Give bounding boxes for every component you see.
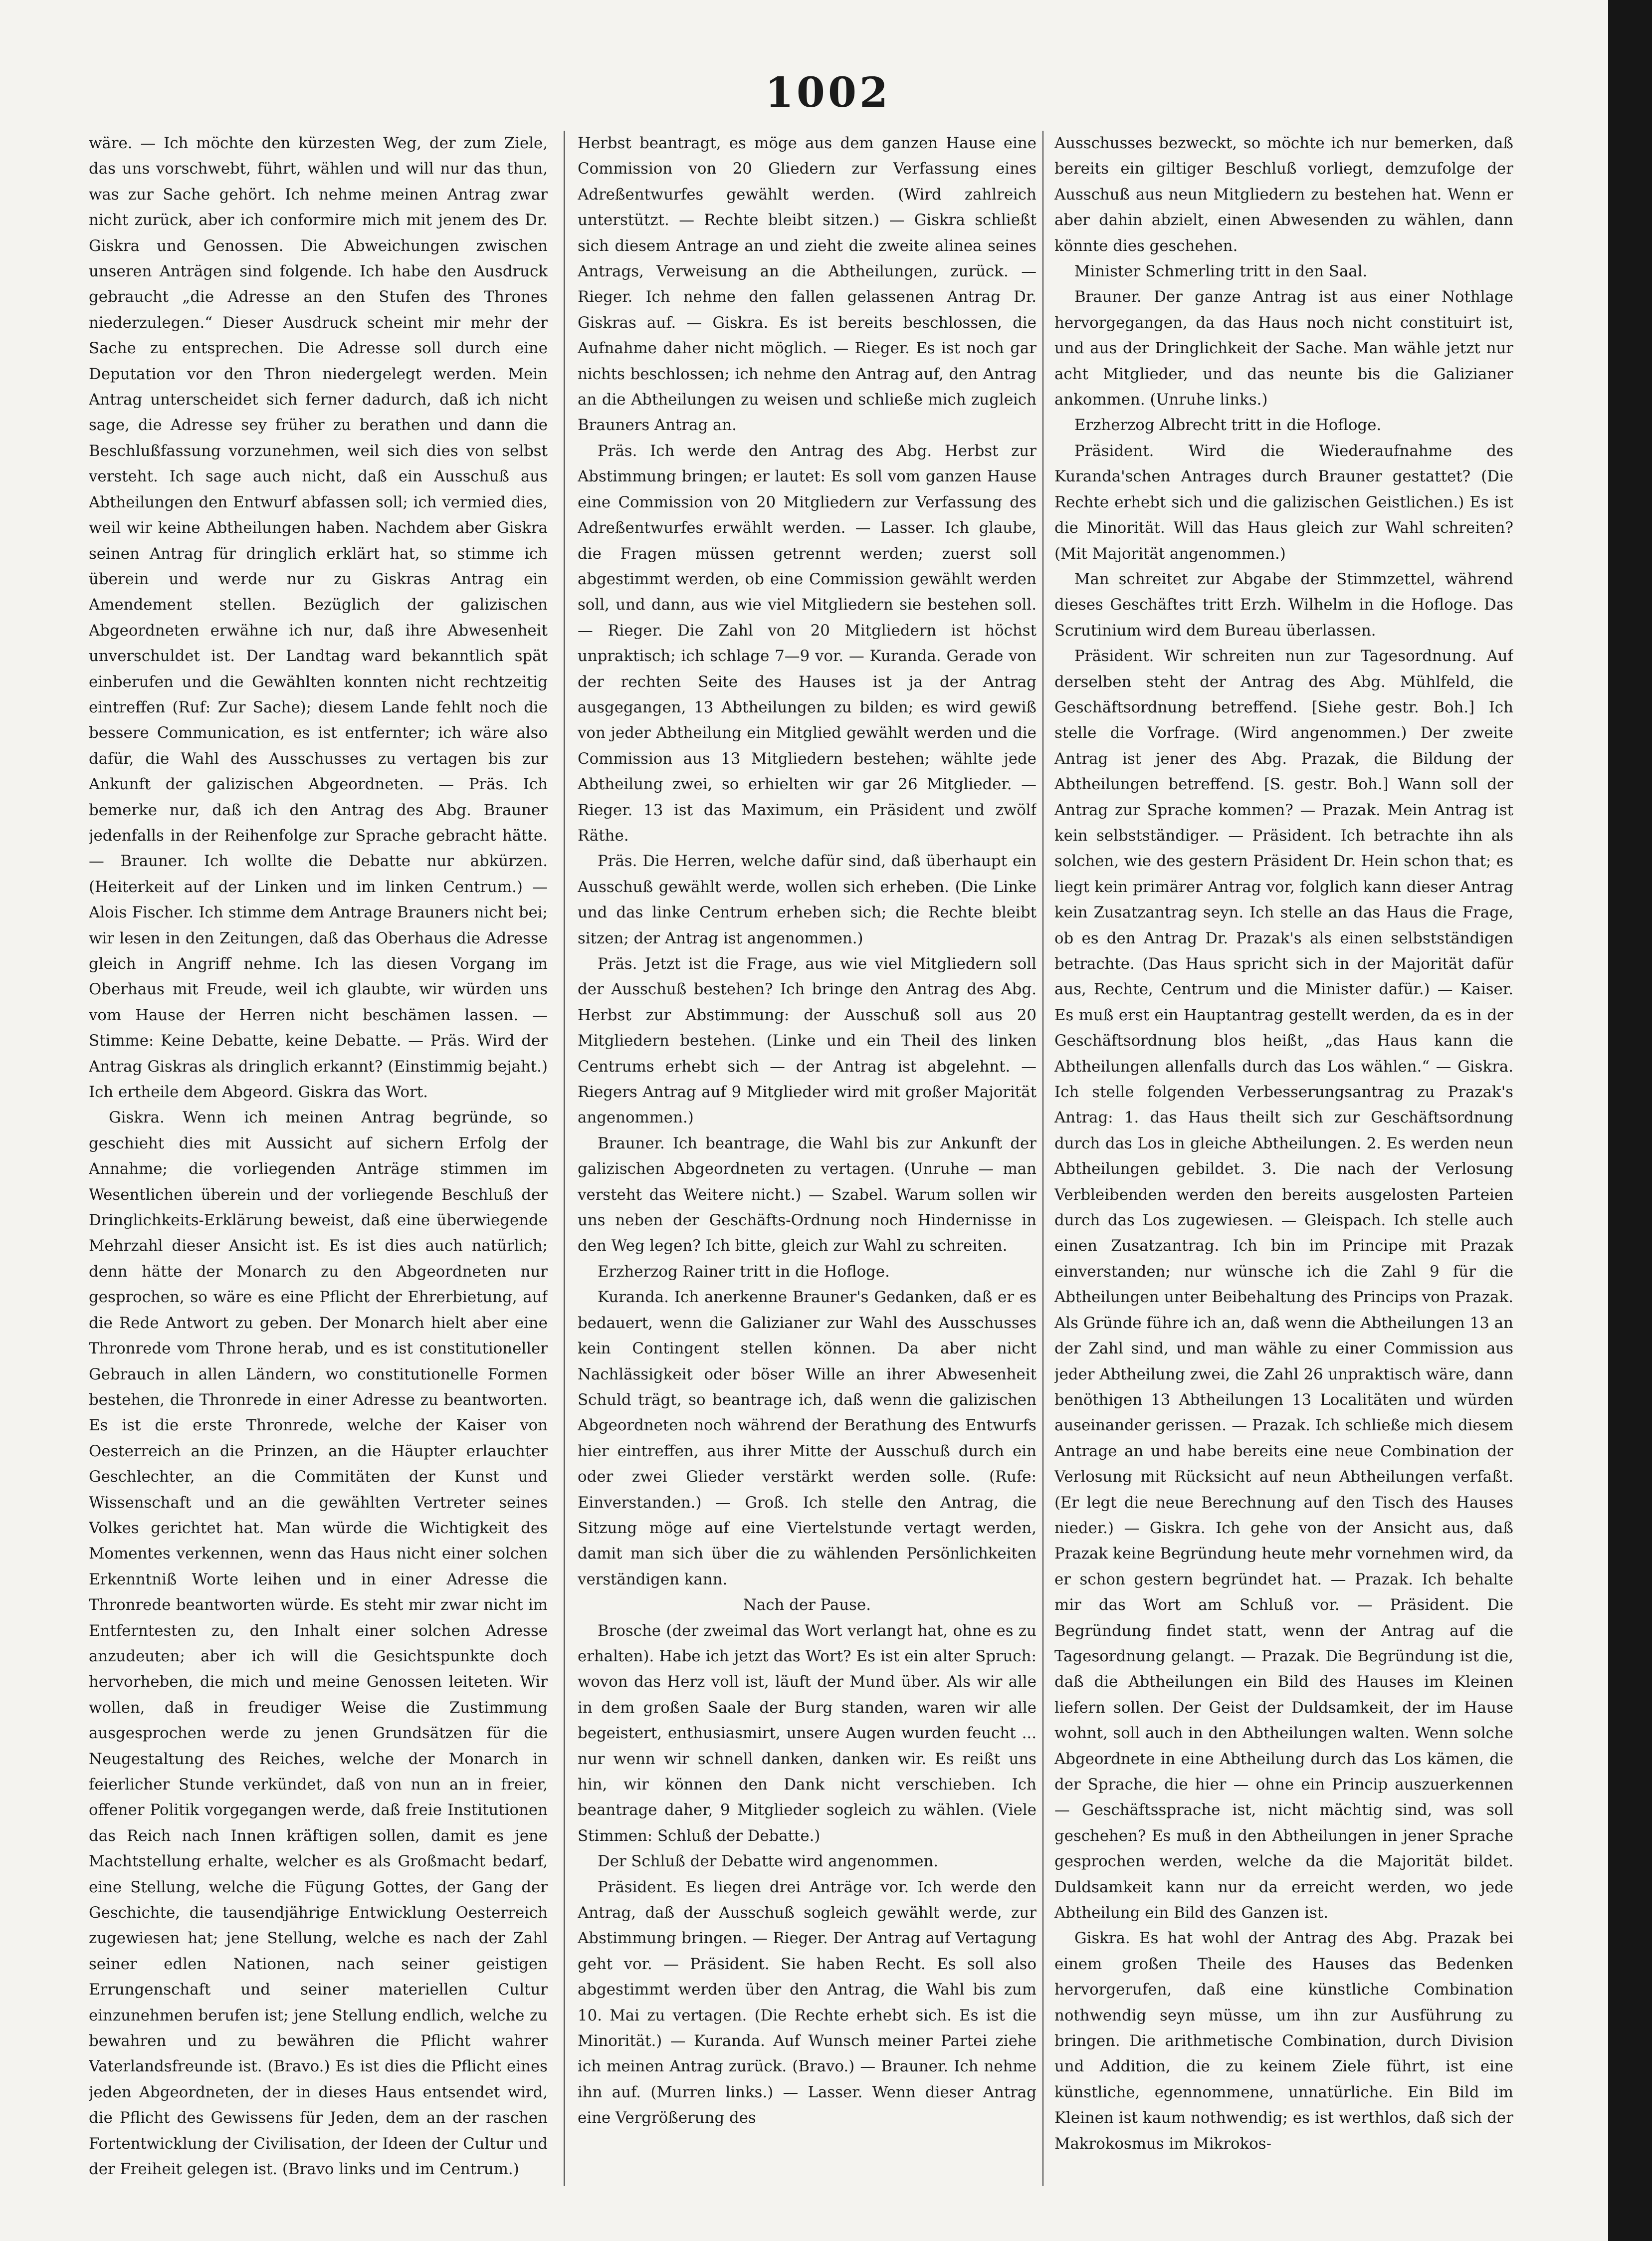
paragraph: wäre. — Ich möchte den kürzesten Weg, der zum Ziele, das uns vorschwebt, führt, wählen und will nur das thun, was zur Sache gehört. Ich nehme meinen Antrag zwar nicht zurück, aber ich conformire mich mit jenem des Dr. Giskra und Genossen. Die Abweichungen zwischen unseren Anträgen sind folgende. Ich habe den Ausdruck gebraucht „die Adresse an den Stufen des Thrones niederzulegen.“ Dieser Ausdruck scheint mir mehr der Sache zu entsprechen. Die Adresse soll durch eine Deputation vor den Thron niedergelegt werden. Mein Antrag unterscheidet sich ferner dadurch, daß ich nicht sage, die Adresse sey früher zu berathen und dann die Beschlußfassung vorzunehmen, weil sich dies von selbst versteht. Ich sage auch nicht, daß ein Ausschuß aus Abtheilungen den Entwurf abfassen soll; ich vermied dies, weil wir keine Abtheilungen haben. Nachdem aber Giskra seinen Antrag für dringlich erklärt hat, so stimme ich überein und werde nur zu Giskras Antrag ein Amendement stellen. Bezüglich der galizischen Abgeordneten erwähne ich nur, daß ihre Abwesenheit unverschuldet ist. Der Landtag ward bekanntlich spät einberufen und die Gewählten konnten nicht rechtzeitig eintreffen (Ruf: Zur Sache); diesem Lande fehlt noch die bessere Communication, es ist entfernter; ich wäre also dafür, die Wahl des Ausschusses zu vertagen bis zur Ankunft der galizischen Abgeordneten. — Präs. Ich bemerke nur, daß ich den Antrag des Abg. Brauner jedenfalls in der Reihenfolge zur Sprache gebracht hätte. — Brauner. Ich wollte die Debatte nur abkürzen. (Heiterkeit auf der Linken und im linken Centrum.) — Alois Fischer. Ich stimme dem Antrage Brauners nicht bei; wir lesen in den Zeitungen, daß das Oberhaus die Adresse gleich in Angriff nehme. Ich las diesen Vorgang im Oberhaus mit Freude, weil ich glaubte, wir würden uns vom Hause der Herren nicht beschämen lassen. — Stimme: Keine Debatte, keine Debatte. — Präs. Wird der Antrag Giskras als dringlich erkannt? (Einstimmig bejaht.) Ich ertheile dem Abgeord. Giskra das Wort. xyxy=(89,134,548,1102)
stage-direction: Erzherzog Albrecht tritt in die Hofloge. xyxy=(1074,416,1382,435)
paragraph: Präs. Ich werde den Antrag des Abg. Herbst zur Abstimmung bringen; er lautet: Es soll vom ganzen Hause eine Commission von 20 Mitgliedern zur Verfassung des Adreßentwurfes erwählt werden. — Lasser. Ich glaube, die Fragen müssen getrennt werden; zuerst soll abgestimmt werden, ob eine Commission gewählt werden soll, und dann, aus wie viel Mitgliedern sie bestehen soll. — Rieger. Die Zahl von 20 Mitgliedern ist höchst unpraktisch; ich schlage 7—9 vor. — Kuranda. Gerade von der rechten Seite des Hauses ist ja der Antrag ausgegangen, 13 Abtheilungen zu bilden; es wird gewiß von jeder Abtheilung ein Mitglied gewählt werden und die Commission aus 13 Mitgliedern bestehen; wählte jede Abtheilung zwei, so erhielten wir gar 26 Mitglieder. — Rieger. 13 ist das Maximum, ein Präsident und zwölf Räthe. xyxy=(578,442,1036,845)
scan-dark-edge xyxy=(1608,0,1652,2241)
paragraph: Brosche (der zweimal das Wort verlangt hat, ohne es zu erhalten). Habe ich jetzt das Wort? Es ist ein alter Spruch: wovon das Herz voll ist, läuft der Mund über. Als wir alle in dem großen Saale der Burg standen, waren wir alle begeistert, enthusiasmirt, unsere Augen wurden feucht ... nur wenn wir schnell danken, danken wir. Es reißt uns hin, wir können den Dank nicht verschieben. Ich beantrage daher, 9 Mitglieder sogleich zu wählen. (Viele Stimmen: Schluß der Debatte.) xyxy=(578,1621,1036,1845)
paragraph: Kuranda. Ich anerkenne Brauner's Gedanken, daß er es bedauert, wenn die Galizianer zur Wahl des Ausschusses kein Contingent stellen können. Da aber nicht Nachlässigkeit oder böser Wille an ihrer Abwesenheit Schuld trägt, so beantrage ich, daß wenn die galizischen Abgeordneten noch während der Berathung des Entwurfs hier eintreffen, aus ihrer Mitte der Ausschuß durch ein oder zwei Glieder verstärkt werden solle. (Rufe: Einverstanden.) — Groß. Ich stelle den Antrag, die Sitzung möge auf eine Viertelstunde vertagt werden, damit man sich über die zu wählenden Persönlichkeiten verständigen kann. xyxy=(578,1288,1036,1588)
page-number: 1002 xyxy=(765,69,891,117)
section-heading: Nach der Pause. xyxy=(743,1596,871,1614)
paragraph: Herbst beantragt, es möge aus dem ganzen Hause eine Commission von 20 Gliedern zur Verfassung eines Adreßentwurfes gewählt werden. (Wird zahlreich unterstützt. — Rechte bleibt sitzen.) — Giskra schließt sich diesem Antrage an und zieht die zweite alinea seines Antrags, Verweisung an die Abtheilungen, zurück. — Rieger. Ich nehme den fallen gelassenen Antrag Dr. Giskras auf. — Giskra. Es ist bereits beschlossen, die Aufnahme daher nicht möglich. — Rieger. Es ist noch gar nichts beschlossen; ich nehme den Antrag auf, den Antrag an die Abtheilungen zu weisen und schließe mich zugleich Brauners Antrag an. xyxy=(578,134,1036,435)
paragraph: Ausschusses bezweckt, so möchte ich nur bemerken, daß bereits ein giltiger Beschluß vorliegt, demzufolge der Ausschuß aus neun Mitgliedern zu bestehen hat. Wenn er aber dahin abzielt, einen Abwesenden zu wählen, dann könnte dies geschehen. xyxy=(1054,134,1513,255)
paragraph: Brauner. Ich beantrage, die Wahl bis zur Ankunft der galizischen Abgeordneten zu vertagen. (Unruhe — man versteht das Weitere nicht.) — Szabel. Warum sollen wir uns neben der Geschäfts-Ordnung noch Hindernisse in den Weg legen? Ich bitte, gleich zur Wahl zu schreiten. xyxy=(578,1134,1036,1255)
paragraph: Giskra. Es hat wohl der Antrag des Abg. Prazak bei einem großen Theile des Hauses das Bedenken hervorgerufen, daß eine künstliche Combination nothwendig seyn müsse, um ihn zur Ausführung zu bringen. Die arithmetische Combination, durch Division und Addition, die zu keinem Ziele führt, ist eine künstliche, egennommene, unnatürliche. Ein Bild im Kleinen ist kaum nothwendig; es ist werthlos, daß sich der Makrokosmus im Mikrokos- xyxy=(1054,1929,1513,2153)
column-divider xyxy=(1042,131,1043,2186)
text-column-2 xyxy=(578,131,1036,2201)
paragraph: Giskra. Wenn ich meinen Antrag begründe, so geschieht dies mit Aussicht auf sichern Erfolg der Annahme; die vorliegenden Anträge stimmen im Wesentlichen überein und der vorliegende Beschluß der Dringlichkeits-Erklärung beweist, daß eine überwiegende Mehrzahl dieser Ansicht ist. Es ist dies auch natürlich; denn hätte der Monarch zu den Abgeordneten nur gesprochen, so wäre es eine Pflicht der Ehrerbietung, auf die Rede Antwort zu geben. Der Monarch hielt aber eine Thronrede vom Throne herab, und es ist constitutioneller Gebrauch in allen Ländern, wo constitutionelle Formen bestehen, die Thronrede in einer Adresse zu beantworten. Es ist die erste Thronrede, welche der Kaiser von Oesterreich an die Prinzen, an die Häupter erlauchter Geschlechter, an die Commitäten der Kunst und Wissenschaft und an die gewählten Vertreter seines Volkes gerichtet hat. Man würde die Wichtigkeit des Momentes verkennen, wenn das Haus nicht einer solchen Erkenntniß Worte leihen und in einer Adresse die Thronrede beantworten würde. Es steht mir zwar nicht im Entferntesten zu, den Inhalt einer solchen Adresse anzudeuten; aber ich will die Gesichtspunkte doch hervorheben, die mich und meine Genossen leiteten. Wir wollen, daß in freudiger Weise die Zustimmung ausgesprochen werde zu jenen Grundsätzen für die Neugestaltung des Reiches, welche der Monarch in feierlicher Stunde verkündet, daß von nun an in freier, offener Politik vorgegangen werde, daß freie Institutionen das Reich nach Innen kräftigen sollen, damit es jene Machtstellung erhalte, welcher es als Großmacht bedarf, eine Stellung, welche die Fügung Gottes, der Gang der Geschichte, die tausendjährige Entwicklung Oesterreich zugewiesen hat; jene Stellung, welche es nach der Zahl seiner edlen Nationen, nach seiner geistigen Errungenschaft und seiner materiellen Cultur einzunehmen berufen ist; jene Stellung endlich, welche zu bewahren und zu bewähren die Pflicht wahrer Vaterlandsfreunde ist. (Bravo.) Es ist dies die Pflicht eines jeden Abgeordneten, der in dieses Haus entsendet wird, die Pflicht des Gewissens für Jeden, dem an der raschen Fortentwicklung der Civilisation, der Ideen der Cultur und der Freiheit gelegen ist. (Bravo links und im Centrum.) xyxy=(89,1109,548,2179)
stage-direction: Minister Schmerling tritt in den Saal. xyxy=(1074,262,1368,281)
paragraph: Der Schluß der Debatte wird angenommen. xyxy=(598,1852,939,1871)
paragraph: Man schreitet zur Abgabe der Stimmzettel, während dieses Geschäftes tritt Erzh. Wilhelm in die Hofloge. Das Scrutinium wird dem Bureau überlassen. xyxy=(1054,570,1513,640)
paragraph: Präsident. Wird die Wiederaufnahme des Kuranda'schen Antrages durch Brauner gestattet? (Die Rechte erhebt sich und die galizischen Geistlichen.) Es ist die Minorität. Will das Haus gleich zur Wahl schreiten? (Mit Majorität angenommen.) xyxy=(1054,442,1513,563)
column-divider xyxy=(564,131,565,2186)
stage-direction: Erzherzog Rainer tritt in die Hofloge. xyxy=(598,1262,890,1281)
paragraph: Präs. Jetzt ist die Frage, aus wie viel Mitgliedern soll der Ausschuß bestehen? Ich bringe den Antrag des Abg. Herbst zur Abstimmung: der Ausschuß soll aus 20 Mitgliedern bestehen. (Linke und ein Theil des linken Centrums erhebt sich — der Antrag ist abgelehnt. — Riegers Antrag auf 9 Mitglieder wird mit großer Majorität angenommen.) xyxy=(578,955,1036,1127)
paragraph: Präsident. Es liegen drei Anträge vor. Ich werde den Antrag, daß der Ausschuß sogleich gewählt werde, zur Abstimmung bringen. — Rieger. Der Antrag auf Vertagung geht vor. — Präsident. Sie haben Recht. Es soll also abgestimmt werden über den Antrag, die Wahl bis zum 10. Mai zu vertagen. (Die Rechte erhebt sich. Es ist die Minorität.) — Kuranda. Auf Wunsch meiner Partei ziehe ich meinen Antrag zurück. (Bravo.) — Brauner. Ich nehme ihn auf. (Murren links.) — Lasser. Wenn dieser Antrag eine Vergrößerung des xyxy=(578,1878,1036,2127)
paragraph: Präsident. Wir schreiten nun zur Tagesordnung. Auf derselben steht der Antrag des Abg. Mühlfeld, die Geschäftsordnung betreffend. [Siehe gestr. Boh.] Ich stelle die Vorfrage. (Wird angenommen.) Der zweite Antrag ist jener des Abg. Prazak, die Bildung der Abtheilungen betreffend. [S. gestr. Boh.] Wann soll der Antrag zur Sprache kommen? — Prazak. Mein Antrag ist kein selbstständiger. — Präsident. Ich betrachte ihn als solchen, wie des gestern Präsident Dr. Hein schon that; es liegt kein primärer Antrag vor, folglich kann dieser Antrag kein Zusatzantrag seyn. Ich stelle an das Haus die Frage, ob es den Antrag Dr. Prazak's als einen selbstständigen betrachte. (Das Haus spricht sich in der Majorität dafür aus, Rechte, Centrum und die Minister dafür.) — Kaiser. Es muß erst ein Hauptantrag gestellt werden, da es in der Geschäftsordnung blos heißt, „das Haus kann die Abtheilungen allenfalls durch das Los wählen.“ — Giskra. Ich stelle folgenden Verbesserungsantrag zu Prazak's Antrag: 1. das Haus theilt sich zur Geschäftsordnung durch das Los in gleiche Abtheilungen. 2. Es werden neun Abtheilungen gebildet. 3. Die nach der Verlosung Verbleibenden werden den bereits ausgelosten Parteien durch das Los zugewiesen. — Gleispach. Ich stelle auch einen Zusatzantrag. Ich bin im Principe mit Prazak einverstanden; nur wünsche ich die Zahl 9 für die Abtheilungen unter Beibehaltung des Princips von Prazak. Als Gründe führe ich an, daß wenn die Abtheilungen 13 an der Zahl sind, und man wähle zu einer Commission aus jeder Abtheilung zwei, die Zahl 26 unpraktisch wäre, dann benöthigen 13 Abtheilungen 13 Localitäten und würden auseinander gerissen. — Prazak. Ich schließe mich diesem Antrage an und habe bereits eine neue Combination der Verlosung mit Rücksicht auf neun Abtheilungen verfaßt. (Er legt die neue Berechnung auf den Tisch des Hauses nieder.) — Giskra. Ich gehe von der Ansicht aus, daß Prazak keine Begründung heute mehr vornehmen wird, da er schon gestern begründet hat. — Prazak. Ich behalte mir das Wort am Schluß vor. — Präsident. Die Begründung findet statt, wenn der Antrag auf die Tagesordnung gelangt. — Prazak. Die Begründung ist die, daß die Abtheilungen ein Bild des Hauses im Kleinen liefern sollen. Der Geist der Duldsamkeit, der im Hause wohnt, soll auch in den Abtheilungen walten. Wenn solche Abgeordnete in eine Abtheilung durch das Los kämen, die der Sprache, die hier — ohne ein Princip auszuerkennen — Geschäftssprache ist, nicht mächtig sind, was soll geschehen? Es muß in den Abtheilungen in jener Sprache gesprochen werden, welche da die Majorität bildet. Duldsamkeit kann nur da erreicht werden, wo jede Abtheilung ein Bild des Ganzen ist. xyxy=(1054,647,1513,1922)
text-column-1 xyxy=(89,131,548,2201)
text-column-3 xyxy=(1054,131,1513,2201)
paragraph: Präs. Die Herren, welche dafür sind, daß überhaupt ein Ausschuß gewählt werde, wollen sich erheben. (Die Linke und das linke Centrum erheben sich; die Rechte bleibt sitzen; der Antrag ist angenommen.) xyxy=(578,852,1036,947)
paragraph: Brauner. Der ganze Antrag ist aus einer Nothlage hervorgegangen, da das Haus noch nicht constituirt ist, und aus der Dringlichkeit der Sache. Man wähle jetzt nur acht Mitglieder, und das neunte bis die Galizianer ankommen. (Unruhe links.) xyxy=(1054,288,1513,409)
